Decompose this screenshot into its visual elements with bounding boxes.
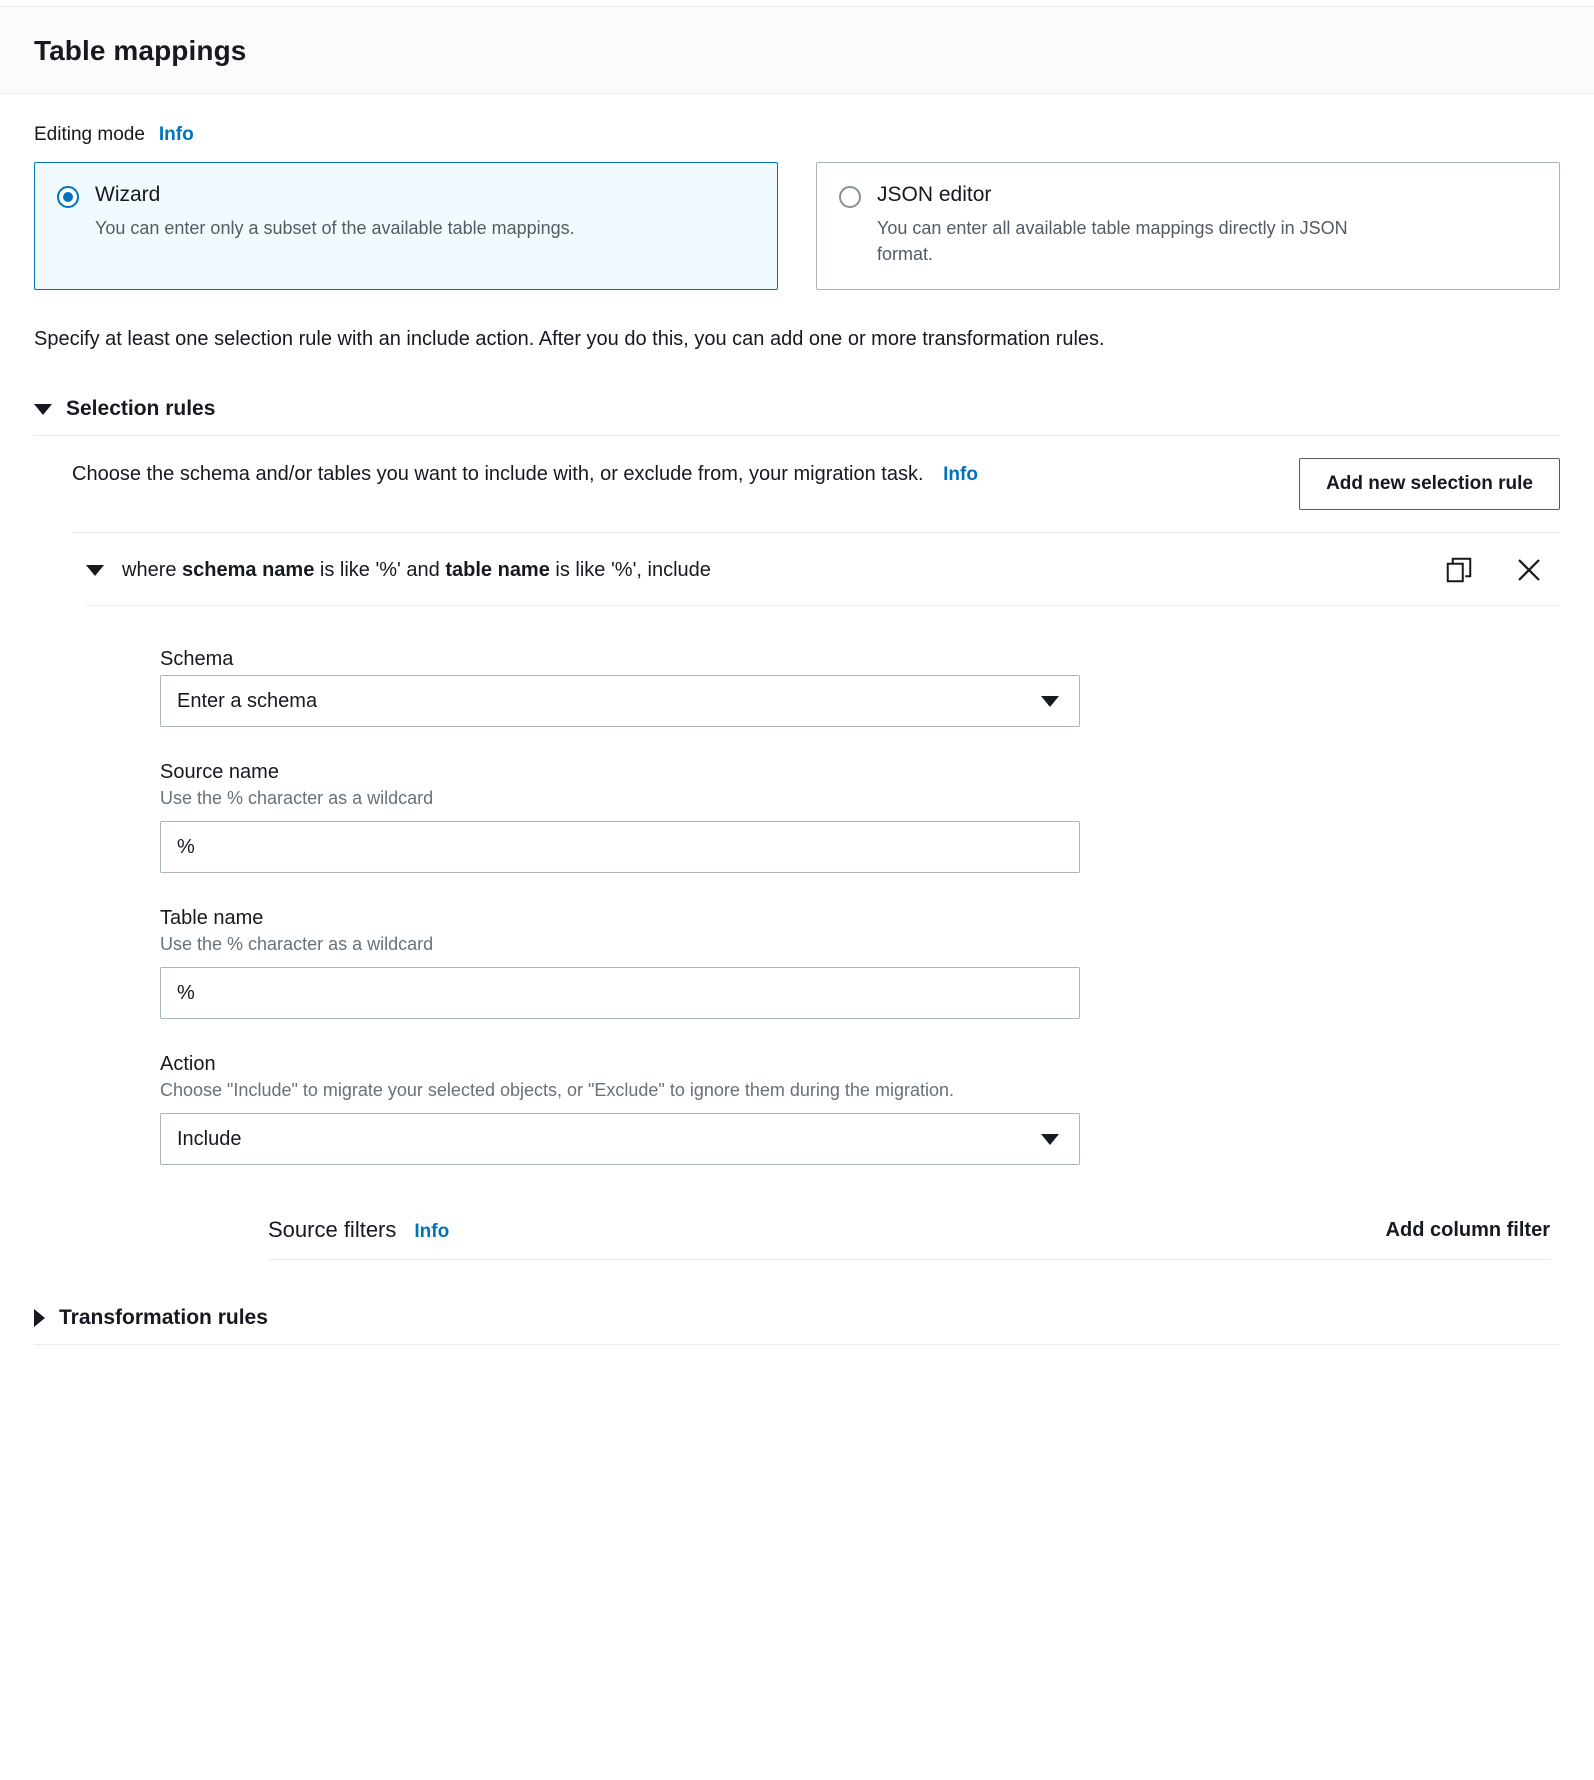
- json-editor-tile-title: JSON editor: [877, 183, 992, 206]
- table-name-field-group: [160, 907, 1560, 1019]
- selection-rule-summary: [122, 559, 711, 582]
- editing-mode-info-link[interactable]: Info: [158, 124, 194, 145]
- selection-rule-actions: [1444, 555, 1560, 585]
- wizard-tile-text: [95, 183, 575, 241]
- source-filters-header: [268, 1217, 1550, 1260]
- action-field-group: [160, 1053, 1560, 1165]
- radio-json-editor[interactable]: [839, 186, 861, 208]
- action-select-value: Include: [177, 1127, 242, 1150]
- chevron-right-icon[interactable]: [34, 1309, 45, 1327]
- rule-summary-suffix: is like '%', include: [549, 558, 711, 581]
- chevron-down-icon: [1041, 1134, 1059, 1145]
- source-name-value: %: [177, 835, 195, 858]
- transformation-rules-title: Transformation rules: [59, 1306, 268, 1330]
- source-name-input[interactable]: [160, 821, 1080, 873]
- transformation-rules-section: [34, 1306, 1560, 1375]
- panel-body: [0, 124, 1594, 1375]
- action-hint: Choose "Include" to migrate your selected objects, or "Exclude" to ignore them during the migration.: [160, 1080, 954, 1101]
- selection-rules-description: Choose the schema and/or tables you want to include with, or exclude from, your migration task.: [72, 463, 924, 486]
- selection-rule-form: [72, 606, 1560, 1260]
- source-name-hint: Use the % character as a wildcard: [160, 788, 434, 809]
- action-select[interactable]: [160, 1113, 1080, 1165]
- copy-icon[interactable]: [1444, 555, 1474, 585]
- json-editor-tile-description: You can enter all available table mappings directly in JSON format.: [877, 218, 1348, 265]
- editing-mode-option-wizard[interactable]: [34, 162, 778, 290]
- panel-header: [0, 7, 1594, 94]
- chevron-down-icon: [1041, 696, 1059, 707]
- schema-field-group: [160, 648, 1560, 727]
- add-new-selection-rule-button[interactable]: Add new selection rule: [1299, 458, 1560, 510]
- editing-mode-label-row: [34, 124, 1560, 146]
- rule-chevron-down-icon[interactable]: [86, 565, 104, 576]
- top-strip: [0, 0, 1594, 7]
- schema-label: Schema: [160, 648, 234, 671]
- source-filters-section: [268, 1217, 1560, 1260]
- rule-summary-mid: is like '%' and: [314, 558, 446, 581]
- source-filters-info-link[interactable]: Info: [414, 1221, 450, 1243]
- schema-select-value: Enter a schema: [177, 689, 318, 712]
- transformation-rules-header[interactable]: [34, 1306, 1560, 1345]
- source-filters-header-left: [268, 1217, 449, 1243]
- add-column-filter-button[interactable]: Add column filter: [1385, 1218, 1550, 1241]
- selection-rules-intro: [72, 436, 1560, 533]
- source-filters-title: Source filters: [268, 1217, 397, 1243]
- table-name-label: Table name: [160, 907, 264, 930]
- source-name-label: Source name: [160, 761, 279, 784]
- wizard-tile-description: You can enter only a subset of the available table mappings.: [95, 218, 575, 238]
- chevron-down-icon[interactable]: [34, 404, 52, 415]
- rule-summary-schema-name: schema name: [182, 558, 315, 581]
- editing-mode-label: Editing mode: [34, 124, 145, 145]
- rule-summary-prefix: where: [122, 558, 183, 581]
- selection-rule-header: [86, 533, 1560, 606]
- schema-select[interactable]: [160, 675, 1080, 727]
- selection-rules-info-link[interactable]: Info: [943, 464, 978, 486]
- source-name-field-group: [160, 761, 1560, 873]
- selection-rules-description-wrap: [72, 458, 978, 490]
- action-label: Action: [160, 1053, 216, 1076]
- selection-rules-content: [34, 436, 1560, 1260]
- table-name-hint: Use the % character as a wildcard: [160, 934, 434, 955]
- table-name-input[interactable]: [160, 967, 1080, 1019]
- selection-rules-section: [34, 397, 1560, 1260]
- page-title: Table mappings: [34, 35, 247, 66]
- selection-rules-title: Selection rules: [66, 397, 216, 421]
- editing-mode-tiles: [34, 162, 1560, 290]
- selection-rules-header[interactable]: [34, 397, 1560, 436]
- wizard-tile-title: Wizard: [95, 183, 161, 206]
- radio-wizard[interactable]: [57, 186, 79, 208]
- instruction-text: Specify at least one selection rule with an include action. After you do this, you can add one or more transformation rules.: [34, 328, 1105, 351]
- table-name-value: %: [177, 981, 195, 1004]
- selection-rule-header-left[interactable]: [86, 559, 711, 582]
- rule-summary-table-name: table name: [445, 558, 550, 581]
- close-icon[interactable]: [1514, 555, 1544, 585]
- editing-mode-option-json-editor[interactable]: [816, 162, 1560, 290]
- json-editor-tile-text: [877, 183, 1397, 267]
